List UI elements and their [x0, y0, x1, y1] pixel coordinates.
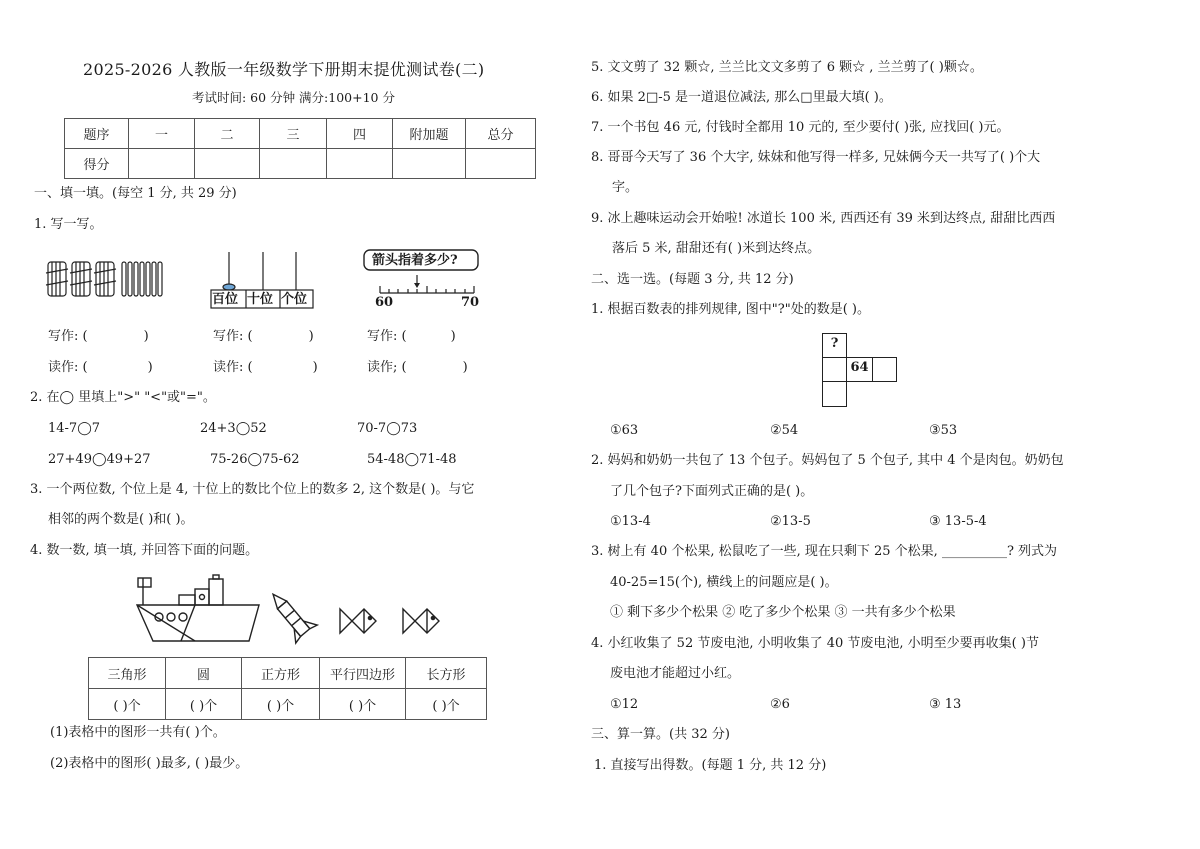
section-3-title: 三、算一算。(共 32 分) [591, 727, 730, 742]
q1-9-line2: 落后 5 米, 甜甜还有( )米到达终点。 [612, 241, 821, 256]
q1-3-line1: 3. 一个两位数, 个位上是 4, 十位上的数比个位上的数多 2, 这个数是( )。与它 [30, 482, 475, 497]
shape-count-cell[interactable]: ( )个 [242, 689, 320, 720]
grid-cell [872, 357, 897, 382]
score-cell[interactable] [393, 149, 466, 179]
compare-item: 75-26◯75-62 [210, 452, 300, 467]
ruler-title: 箭头指着多少? [372, 253, 458, 268]
q1-6-text: 6. 如果 2□-5 是一道退位减法, 那么□里最大填( )。 [591, 90, 892, 105]
option[interactable]: ①13-4 [610, 514, 651, 529]
shape-header: 平行四边形 [320, 658, 406, 689]
read-label-3: 读作; ( ) [367, 360, 468, 375]
option[interactable]: ③ 13-5-4 [929, 514, 987, 529]
shape-header: 圆 [166, 658, 242, 689]
option[interactable]: ①12 [610, 697, 639, 712]
compare-item: 27+49◯49+27 [48, 452, 151, 467]
section-2-title: 二、选一选。(每题 3 分, 共 12 分) [591, 272, 794, 287]
q1-7-text: 7. 一个书包 46 元, 付钱时全都用 10 元的, 至少要付( )张, 应找回( )元。 [591, 120, 1010, 135]
q1-4-sub1: (1)表格中的图形一共有( )个。 [50, 725, 226, 740]
q1-4-text: 4. 数一数, 填一填, 并回答下面的问题。 [30, 543, 259, 558]
score-header: 题序 [65, 119, 129, 149]
rocket-icon [262, 585, 317, 643]
q3-1-text: 1. 直接写出得数。(每题 1 分, 共 12 分) [594, 758, 827, 773]
q1-8-line1: 8. 哥哥今天写了 36 个大字, 妹妹和他写得一样多, 兄妹俩今天一共写了( )个大 [591, 150, 1041, 165]
compare-item: 24+3◯52 [200, 421, 267, 436]
write-label-3: 写作: ( ) [367, 329, 456, 344]
score-header: 附加题 [393, 119, 466, 149]
abacus-label-ones: 个位 [281, 292, 308, 307]
ship-icon [137, 575, 259, 641]
q1-3-line2: 相邻的两个数是( )和( )。 [48, 512, 194, 527]
option[interactable]: ②13-5 [770, 514, 811, 529]
compare-item: 54-48◯71-48 [367, 452, 457, 467]
grid-cell [822, 381, 847, 407]
q2-2-line2: 了几个包子?下面列式正确的是( )。 [610, 484, 814, 499]
abacus-label-hundreds: 百位 [212, 292, 239, 307]
shape-count-cell[interactable]: ( )个 [406, 689, 487, 720]
arrow-icon [414, 283, 420, 288]
page-title: 2025-2026 人教版一年级数学下册期末提优测试卷(二) [83, 60, 485, 79]
shape-count-table [88, 657, 487, 720]
score-header: 三 [260, 119, 327, 149]
bundle-icon [46, 262, 68, 296]
option[interactable]: ②6 [770, 697, 790, 712]
grid-cell [822, 357, 847, 382]
ruler-left-label: 60 [375, 295, 394, 310]
q2-4-line1: 4. 小红收集了 52 节废电池, 小明收集了 40 节废电池, 小明至少要再收集( )节 [591, 636, 1039, 651]
q1-4-sub2: (2)表格中的图形( )最多, ( )最少。 [50, 756, 249, 771]
q2-3-line2: 40-25=15(个), 横线上的问题应是( )。 [610, 575, 838, 590]
score-header: 总分 [466, 119, 536, 149]
shape-count-cell[interactable]: ( )个 [89, 689, 166, 720]
score-header: 四 [327, 119, 393, 149]
q2-4-line2: 废电池才能超过小红。 [610, 666, 741, 681]
shape-header: 三角形 [89, 658, 166, 689]
q1-2-text: 2. 在◯ 里填上">" "<"或"="。 [30, 390, 216, 405]
score-cell[interactable] [327, 149, 393, 179]
score-row-label: 得分 [65, 149, 129, 179]
grid-cell-question: ? [822, 333, 847, 358]
compare-item: 14-7◯7 [48, 421, 101, 436]
q1-9-line1: 9. 冰上趣味运动会开始啦! 冰道长 100 米, 西西还有 39 米到达终点, 甜甜比西西 [591, 211, 1056, 226]
score-header: 一 [129, 119, 195, 149]
shape-count-cell[interactable]: ( )个 [166, 689, 242, 720]
exam-info: 考试时间: 60 分钟 满分:100+10 分 [192, 90, 395, 105]
section-1-title: 一、填一填。(每空 1 分, 共 29 分) [34, 186, 237, 201]
grid-cell-64: 64 [846, 357, 873, 382]
stick-bundles-image [46, 258, 168, 300]
compare-item: 70-7◯73 [357, 421, 418, 436]
score-header: 二 [195, 119, 260, 149]
score-table [64, 118, 536, 179]
q1-8-line2: 字。 [612, 180, 639, 195]
q2-2-line1: 2. 妈妈和奶奶一共包了 13 个包子。妈妈包了 5 个包子, 其中 4 个是肉包。奶奶包 [591, 453, 1064, 468]
write-label-2: 写作: ( ) [213, 329, 314, 344]
fish-icon [403, 609, 439, 633]
q1-5-text: 5. 文文剪了 32 颗☆, 兰兰比文文多剪了 6 颗☆ , 兰兰剪了( )颗☆。 [591, 60, 983, 75]
option[interactable]: ①63 [610, 423, 639, 438]
shape-header: 长方形 [406, 658, 487, 689]
q1-1-text: 1. 写一写。 [34, 217, 103, 232]
read-label-1: 读作: ( ) [48, 360, 153, 375]
shapes-picture [135, 575, 445, 647]
q2-3-line1: 3. 树上有 40 个松果, 松鼠吃了一些, 现在只剩下 25 个松果, __________? 列式为 [591, 544, 1058, 559]
ruler-right-label: 70 [461, 295, 480, 310]
read-label-2: 读作: ( ) [213, 360, 318, 375]
option[interactable]: ③ 13 [929, 697, 962, 712]
fish-icon [340, 609, 376, 633]
q2-3-options[interactable]: ① 剩下多少个松果 ② 吃了多少个松果 ③ 一共有多少个松果 [610, 605, 956, 620]
write-label-1: 写作: ( ) [48, 329, 149, 344]
score-cell[interactable] [466, 149, 536, 179]
shape-header: 正方形 [242, 658, 320, 689]
q2-1-text: 1. 根据百数表的排列规律, 图中"?"处的数是( )。 [591, 302, 871, 317]
abacus-label-tens: 十位 [247, 292, 274, 307]
option[interactable]: ③53 [929, 423, 958, 438]
shape-count-cell[interactable]: ( )个 [320, 689, 406, 720]
score-cell[interactable] [129, 149, 195, 179]
option[interactable]: ②54 [770, 423, 799, 438]
score-cell[interactable] [260, 149, 327, 179]
score-cell[interactable] [195, 149, 260, 179]
